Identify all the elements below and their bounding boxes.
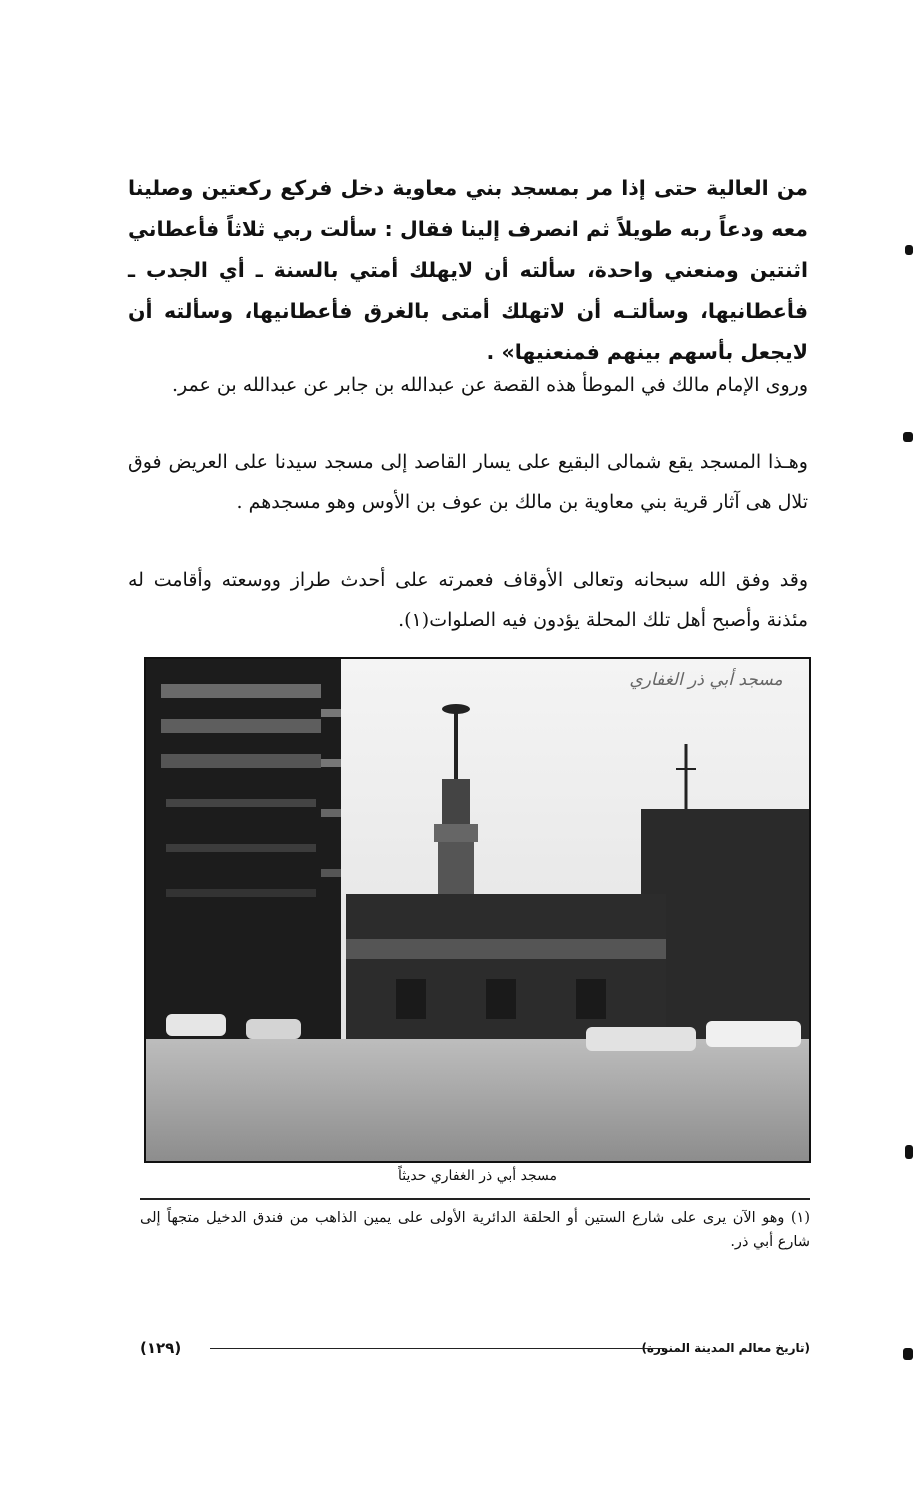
mosque-photo: [144, 657, 811, 1163]
hadith-quote-paragraph: من العالية حتى إذا مر بمسجد بني معاوية دخل فركع ركعتين وصلينا معه ودعاً ربه طويلاً ثم انصرف إلينا فقال : سألت ربي ثلاثاً فأعطاني اثنتين ومنعني واحدة، سألته أن لايهلك أمتي بالسنة ـ أي الجدب ـ فأعطانيها، وسألتـه أن لاتهلك أمتى بالغرق فأعطانيها، وسألته أن لايجعل بأسهم بينهم فمنعنيها» .: [128, 176, 808, 364]
page-footer: [140, 1336, 810, 1360]
page-number: (١٢٩): [140, 1339, 182, 1357]
handwritten-note: مسجد أبي ذر الغفاري: [629, 670, 783, 690]
scan-mark: [905, 1145, 913, 1159]
scan-mark: [905, 245, 913, 255]
footer-rule: [210, 1348, 665, 1349]
mosque-photo-drawing: [146, 659, 809, 1161]
paragraph-awqaf-text: وقد وفق الله سبحانه وتعالى الأوقاف فعمرته على أحدث طراز ووسعته وأقامت له مئذنة وأصبح أهل تلك المحلة يؤدون فيه الصلوات: [128, 569, 808, 631]
footnote-separator: [140, 1198, 810, 1200]
footnote-reference: (١).: [398, 609, 430, 631]
paragraph-muwatta: وروى الإمام مالك في الموطأ هذه القصة عن عبدالله بن جابر عن عبدالله بن عمر.: [172, 374, 808, 396]
paragraph-mosque-location: وهـذا المسجد يقع شمالى البقيع على يسار القاصد إلى مسجد سيدنا على العريض فوق تلال هى آثار قرية بني معاوية بن مالك بن عوف بن الأوس وهو مسجدهم .: [128, 451, 808, 513]
scan-mark: [903, 432, 913, 442]
paragraph-awqaf: [128, 560, 808, 640]
scan-mark: [903, 1348, 913, 1360]
photo-caption: مسجد أبي ذر الغفاري حديثاً: [398, 1168, 557, 1184]
footer-book-title: (تاريخ معالم المدينة المنورة): [641, 1341, 810, 1355]
footnote-text: (١) وهو الآن يرى على شارع الستين أو الحلقة الدائرية الأولى على يمين الذاهب من فندق الدخيل متجهاً إلى شارع أبي ذر.: [140, 1210, 810, 1250]
